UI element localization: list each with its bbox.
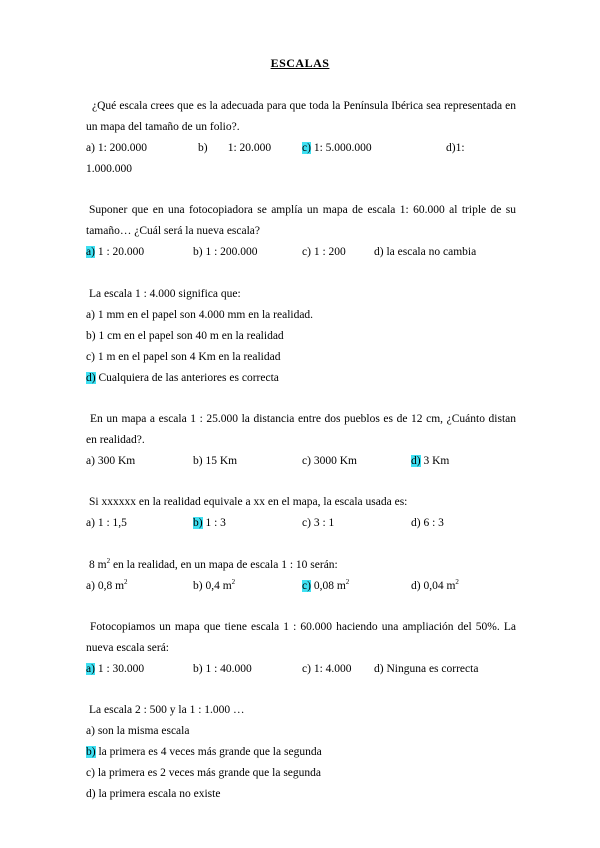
option-d: d) Cualquiera de las anteriores es correcta [86, 372, 279, 384]
option-d: d)1: [446, 142, 465, 154]
option-a: a) 300 Km [86, 455, 136, 467]
options-row [86, 659, 516, 680]
options-row [86, 242, 516, 263]
option-c: c) 1 m en el papel son 4 Km en la realidad [86, 351, 281, 363]
question-2 [86, 200, 516, 263]
page-title: ESCALAS [270, 56, 330, 70]
option-b: b) 1: 20.000 [198, 142, 272, 154]
option-a: a) 1: 200.000 [86, 142, 148, 154]
options-row [86, 576, 516, 597]
options-row [86, 513, 516, 534]
option-c: c) la primera es 2 veces más grande que la segunda [86, 767, 322, 779]
option-b: b) 1 : 40.000 [193, 663, 252, 675]
question-stem: 8 $m^2$ en la realidad, en un mapa de escala 1 : 10 serán: [89, 557, 338, 571]
question-stem: ¿Qué escala crees que es la adecuada para que toda la Península Ibérica sea representada en un mapa del tamaño de un folio?. [86, 100, 516, 133]
question-4 [86, 409, 516, 472]
question-6 [86, 555, 516, 597]
option-a: a) 1 mm en el papel son 4.000 mm en la realidad. [86, 309, 314, 321]
option-a: a) 1 : 20.000 [86, 246, 145, 258]
option-b: b) la primera es 4 veces más grande que la segunda [86, 746, 322, 758]
question-stem: Si xxxxxx en la realidad equivale a xx en el mapa, la escala usada es: [89, 496, 408, 508]
option-b: b) 1 : 200.000 [193, 246, 258, 258]
question-stem: La escala 1 : 4.000 significa que: [89, 288, 241, 300]
option-a: a) 0,8 $m^2$ [86, 578, 128, 592]
option-c: c) 0,08 $m^2$ [302, 578, 350, 592]
option-b: b) 1 : 3 [193, 517, 226, 529]
option-d-text: 1: [455, 142, 465, 154]
option-c: c) 1 : 200 [302, 246, 346, 258]
option-a: a) 1 : 30.000 [86, 663, 145, 675]
question-1 [86, 96, 516, 175]
question-stem: En un mapa a escala 1 : 25.000 la distancia entre dos pueblos es de 12 cm, ¿Cuánto distan en realidad?. [86, 413, 516, 446]
question-5 [86, 492, 516, 534]
option-d: d) la escala no cambia [374, 246, 477, 258]
option-c: c) 1: 5.000.000 [302, 142, 372, 154]
options-row [86, 451, 516, 472]
option-b: b) 15 Km [193, 455, 238, 467]
option-b: b) 1 cm en el papel son 40 m en la realidad [86, 330, 284, 342]
option-d: d) Ninguna es correcta [374, 663, 479, 675]
option-b: b) 0,4 $m^2$ [193, 578, 236, 592]
option-d: d) 6 : 3 [411, 517, 444, 529]
option-d: d) 0,04 $m^2$ [411, 578, 459, 592]
option-c: c) 3 : 1 [302, 517, 335, 529]
options-row [86, 138, 516, 175]
question-stem: La escala 2 : 500 y la 1 : 1.000 … [89, 704, 245, 716]
option-d: d) 3 Km [411, 455, 450, 467]
question-7 [86, 617, 516, 680]
option-d: d) la primera escala no existe [86, 788, 221, 800]
option-a: a) son la misma escala [86, 725, 190, 737]
question-stem: Suponer que en una fotocopiadora se amplía un mapa de escala 1: 60.000 al triple de su tamaño… ¿Cuál será la nueva escala? [86, 204, 516, 237]
option-a: a) 1 : 1,5 [86, 517, 127, 529]
option-c: c) 1: 4.000 [302, 663, 352, 675]
question-3 [86, 284, 516, 389]
option-c: c) 3000 Km [302, 455, 357, 467]
question-stem: Fotocopiamos un mapa que tiene escala 1 : 60.000 haciendo una ampliación del 50%. La nueva escala será: [86, 621, 516, 654]
option-d-continuation: 1.000.000 [86, 163, 132, 175]
question-8 [86, 700, 516, 805]
